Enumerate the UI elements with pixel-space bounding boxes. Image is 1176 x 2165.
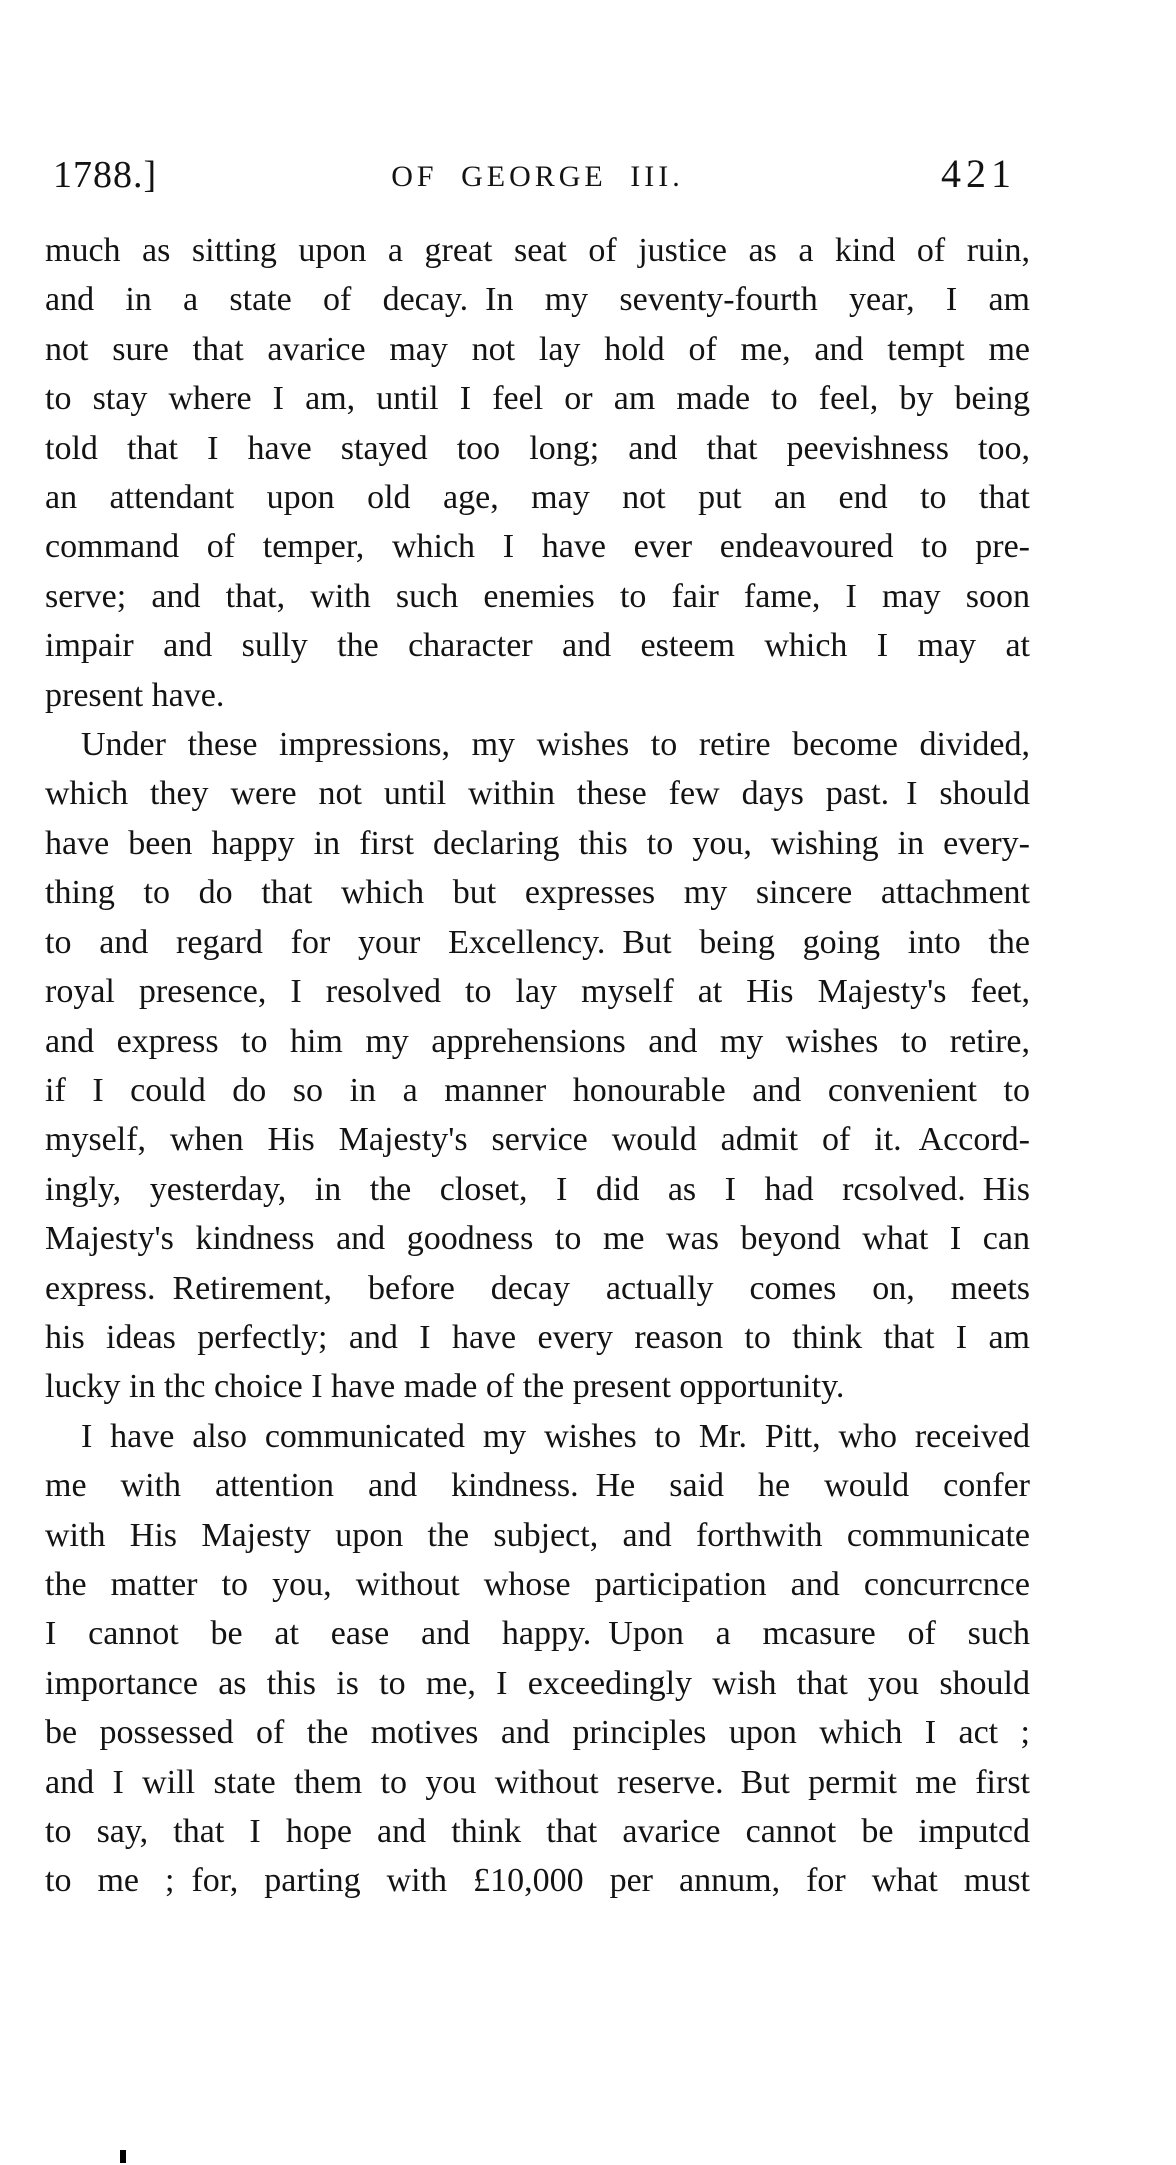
text-line: royal presence, I resolved to lay myself at His Majesty's feet, [45,973,1030,1011]
text-line: express. Retirement, before decay actually comes on, meets [45,1269,1030,1307]
text-line: command of temper, which I have ever endeavoured to pre- [45,528,1030,566]
text-line: lucky in thc choice I have made of the present opportunity. [45,1368,845,1406]
text-line: to say, that I hope and think that avarice cannot be imputcd [45,1813,1030,1850]
text-line: impair and sully the character and esteem which I may at [45,627,1030,665]
text-line: thing to do that which but expresses my sincere attachment [45,874,1030,912]
text-line: and express to him my apprehensions and my wishes to retire, [45,1022,1030,1060]
text-line: the matter to you, without whose participation and concurrcnce [45,1565,1030,1603]
text-line: me with attention and kindness. He said he would confer [45,1467,1030,1505]
text-line: I cannot be at ease and happy. Upon a mcasure of such [45,1615,1030,1653]
text-line: to me ; for, parting with £10,000 per annum, for what must [45,1862,1030,1900]
text-line: to stay where I am, until I feel or am made to feel, by being [45,380,1030,418]
text-line: Under these impressions, my wishes to retire become divided, [81,726,1030,764]
text-line: his ideas perfectly; and I have every reason to think that I am [45,1318,1030,1356]
text-line: with His Majesty upon the subject, and forthwith communicate [45,1516,1030,1554]
page-header [45,150,1030,196]
scan-artifact-mark [120,2150,126,2163]
running-title: OF GEORGE III. [391,160,684,193]
text-line: have been happy in first declaring this to you, wishing in every- [45,824,1030,862]
text-line: which they were not until within these few days past. I should [45,775,1030,813]
text-line: told that I have stayed too long; and that peevishness too, [45,429,1030,467]
page-body [45,226,1030,1906]
year-label: 1788.] [53,154,158,196]
text-line: an attendant upon old age, may not put an end to that [45,479,1030,517]
text-line: serve; and that, with such enemies to fair fame, I may soon [45,577,1030,615]
text-line: not sure that avarice may not lay hold of me, and tempt me [45,330,1030,368]
text-line: to and regard for your Excellency. But being going into the [45,923,1030,961]
text-line: Majesty's kindness and goodness to me was beyond what I can [45,1220,1030,1258]
text-line: importance as this is to me, I exceedingly wish that you should [45,1664,1030,1702]
text-line: much as sitting upon a great seat of justice as a kind of ruin, [45,232,1030,269]
page-number: 421 [941,151,1016,196]
text-line: if I could do so in a manner honourable and convenient to [45,1071,1030,1109]
text-line: and in a state of decay. In my seventy-fourth year, I am [45,281,1030,319]
text-line: and I will state them to you without reserve. But permit me first [45,1763,1030,1801]
text-line: myself, when His Majesty's service would admit of it. Accord- [45,1121,1030,1159]
text-line: be possessed of the motives and principles upon which I act ; [45,1714,1030,1752]
text-line: present have. [45,676,225,714]
text-line: I have also communicated my wishes to Mr. Pitt, who received [81,1417,1030,1455]
text-line: ingly, yesterday, in the closet, I did as I had rcsolved. His [45,1170,1030,1208]
